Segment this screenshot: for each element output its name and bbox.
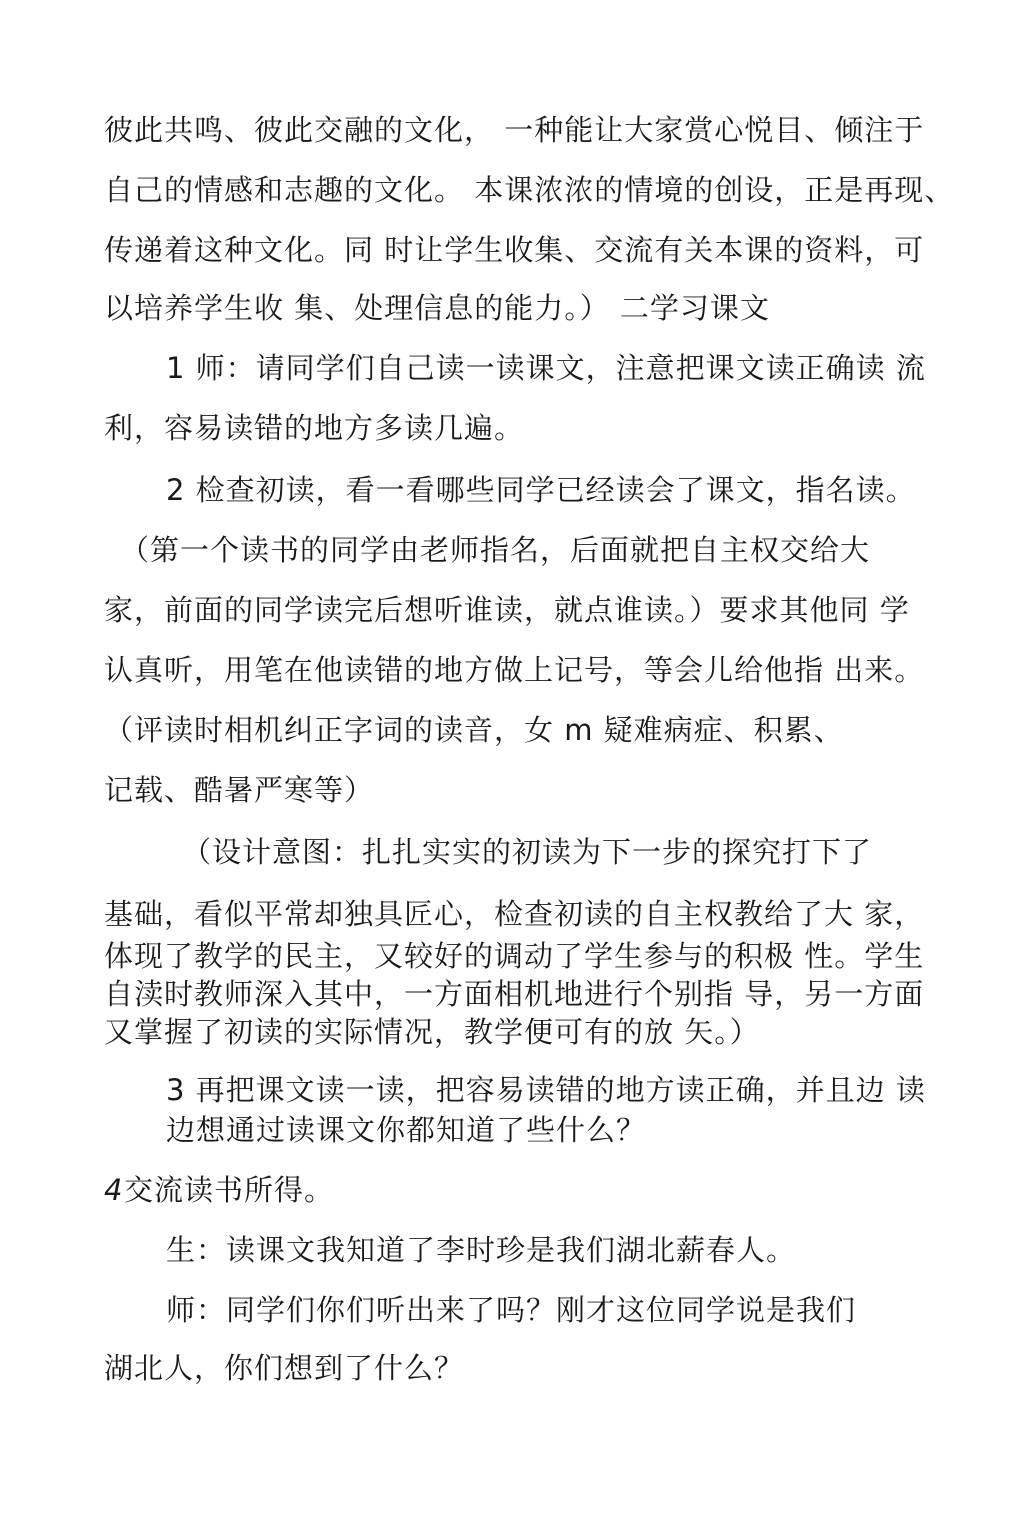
text-line-6: 利，容易读错的地方多读几遍。 bbox=[104, 411, 525, 445]
text-line-22: 师：同学们你们听出来了吗？刚才这位同学说是我们 bbox=[166, 1293, 857, 1327]
text-line-7: 2 检查初读，看一看哪些同学已经读会了课文，指名读。 bbox=[166, 473, 916, 507]
text-line-13: （设计意图：扎扎实实的初读为下一步的探究打下了 bbox=[182, 835, 873, 869]
text-line-9: 家，前面的同学读完后想听谁读，就点谁读。）要求其他同 学 bbox=[104, 593, 910, 627]
text-line-20: 交流读书所得。 bbox=[124, 1173, 335, 1207]
text-line-11: （评读时相机纠正字词的读音，女 m 疑难病症、积累、 bbox=[104, 713, 844, 747]
text-line-12: 记载、酷暑严寒等） bbox=[104, 773, 375, 807]
text-line-18: 3 再把课文读一读，把容易读错的地方读正确，并且边 读 bbox=[166, 1073, 926, 1107]
text-line-15: 体现了教学的民主，又较好的调动了学生参与的积极 性。学生 bbox=[104, 939, 925, 973]
text-line-2: 自己的情感和志趣的文化。 本课浓浓的情境的创设，正是再现、 bbox=[104, 173, 955, 207]
text-line-14: 基础，看似平常却独具匠心，检查初读的自主权教给了大 家， bbox=[104, 897, 925, 931]
text-line-20-number: 4 bbox=[104, 1173, 124, 1207]
text-line-10: 认真听，用笔在他读错的地方做上记号，等会儿给他指 出来。 bbox=[104, 653, 925, 687]
text-line-23: 湖北人，你们想到了什么？ bbox=[104, 1351, 465, 1385]
text-line-21: 生：读课文我知道了李时珍是我们湖北薪春人。 bbox=[166, 1233, 797, 1267]
text-line-17: 又掌握了初读的实际情况，教学便可有的放 矢。） bbox=[104, 1015, 760, 1049]
text-line-1: 彼此共鸣、彼此交融的文化， 一种能让大家赏心悦目、倾注于 bbox=[104, 113, 925, 147]
text-line-19: 边想通过读课文你都知道了些什么？ bbox=[166, 1113, 647, 1147]
text-line-8: （第一个读书的同学由老师指名，后面就把自主权交给大 bbox=[120, 533, 871, 567]
text-line-3: 传递着这种文化。同 时让学生收集、交流有关本课的资料，可 bbox=[104, 233, 925, 267]
text-line-4: 以培养学生收 集、处理信息的能力。） 二学习课文 bbox=[104, 291, 770, 325]
text-line-16: 自渎时教师深入其中，一方面相机地进行个别指 导，另一方面 bbox=[104, 977, 925, 1011]
text-line-5: 1 师：请同学们自己读一读课文，注意把课文读正确读 流 bbox=[166, 351, 926, 385]
